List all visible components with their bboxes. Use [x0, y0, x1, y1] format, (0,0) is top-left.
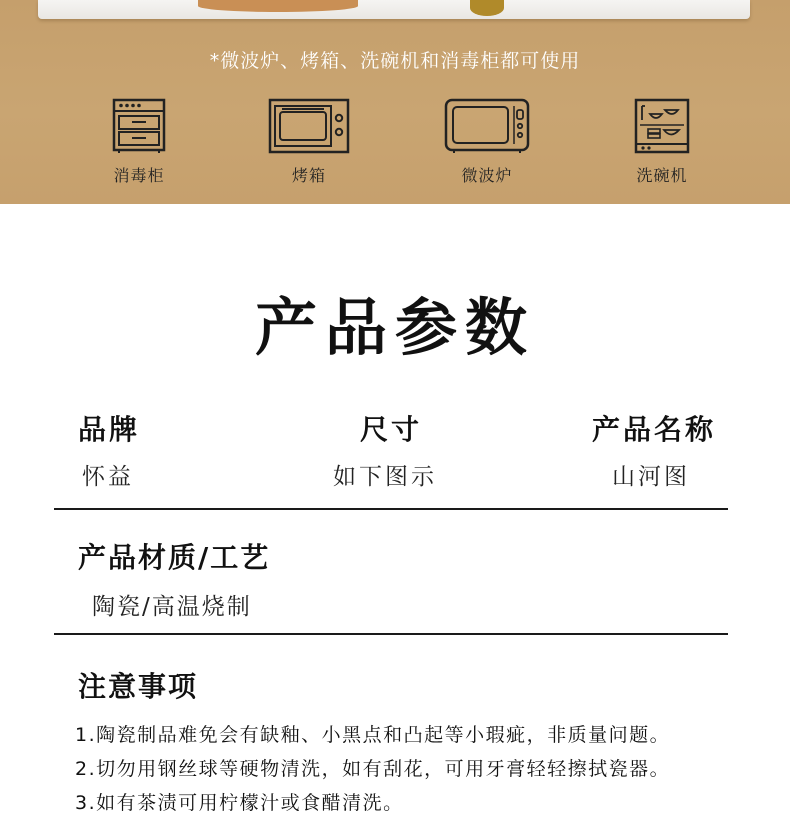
appliance-label: 烤箱 — [291, 166, 326, 185]
note-item: 3.如有茶渍可用柠檬汁或食醋清洗。 — [75, 792, 404, 814]
size-label: 尺寸 — [360, 413, 423, 446]
appliance-microwave — [432, 98, 542, 186]
divider — [54, 508, 728, 510]
divider — [54, 633, 728, 635]
material-value: 陶瓷/高温烧制 — [92, 594, 252, 620]
appliance-disinfection-cabinet — [84, 98, 194, 186]
usage-banner — [0, 0, 790, 204]
notes-label: 注意事项 — [78, 670, 199, 703]
brand-label: 品牌 — [78, 413, 141, 446]
wood-tray-image — [198, 0, 358, 12]
appliance-label: 微波炉 — [461, 166, 513, 185]
disinfection-cabinet-icon — [111, 98, 167, 154]
product-name-value: 山河图 — [612, 464, 690, 490]
dishwasher-icon — [634, 98, 690, 154]
brand-value: 怀益 — [82, 464, 134, 490]
leaf-decoration-image — [470, 0, 504, 16]
oven-icon — [268, 98, 350, 154]
appliance-dishwasher — [607, 98, 717, 186]
material-label: 产品材质/工艺 — [78, 541, 271, 574]
product-name-label: 产品名称 — [592, 413, 717, 446]
product-photo-edge — [38, 0, 750, 19]
size-value: 如下图示 — [333, 464, 437, 490]
appliance-label: 消毒柜 — [113, 166, 165, 185]
appliance-oven — [254, 98, 364, 186]
microwave-icon — [444, 98, 530, 154]
page-title: 产品参数 — [254, 291, 535, 364]
usage-note: *微波炉、烤箱、洗碗机和消毒柜都可使用 — [209, 50, 581, 72]
appliance-label: 洗碗机 — [636, 166, 688, 185]
note-item: 2.切勿用钢丝球等硬物清洗，如有刮花，可用牙膏轻轻擦拭瓷器。 — [75, 758, 671, 780]
note-item: 1.陶瓷制品难免会有缺釉、小黑点和凸起等小瑕疵，非质量问题。 — [75, 724, 671, 746]
